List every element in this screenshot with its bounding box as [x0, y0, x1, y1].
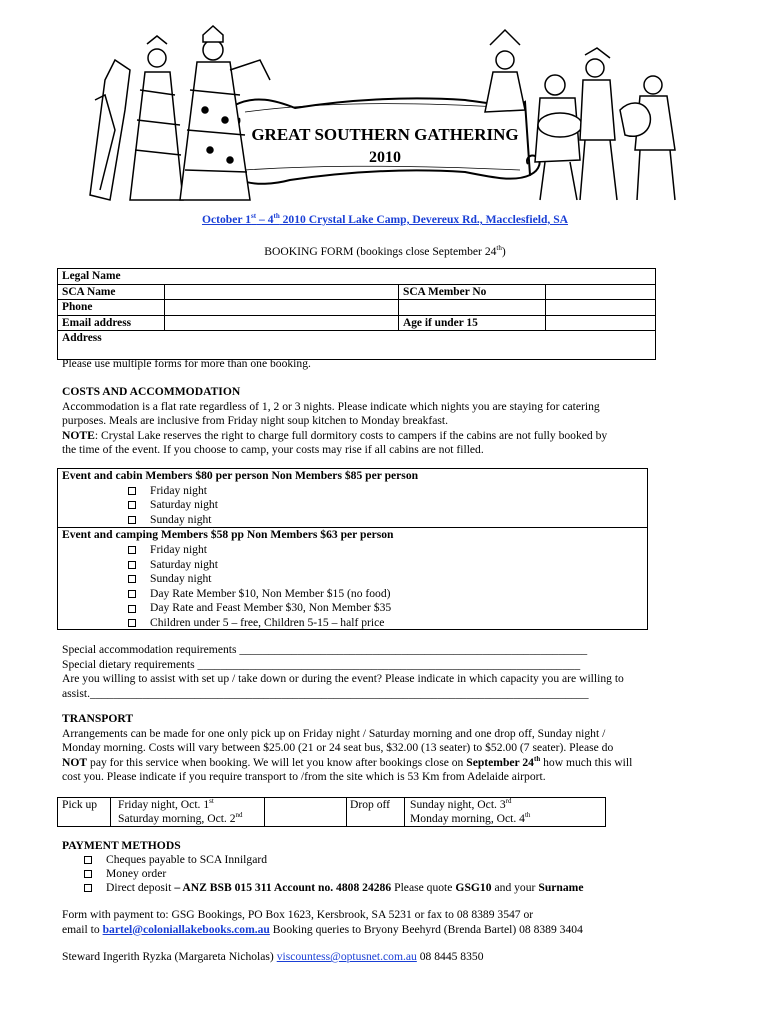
dropoff-monday[interactable]: Monday morning, Oct. 4th [410, 811, 531, 825]
steward-email-link[interactable]: viscountess@optusnet.com.au [276, 950, 417, 963]
sca-name-field[interactable] [165, 284, 399, 300]
checkbox-icon[interactable] [128, 516, 136, 524]
cabin-options-header: Event and cabin Members $80 per person Non Members $85 per person [62, 469, 419, 482]
checkbox-icon[interactable] [128, 501, 136, 509]
event-dates-location[interactable]: October 1st – 4th 2010 Crystal Lake Camp, Devereux Rd., Macclesfield, SA [201, 212, 569, 226]
payment-option-direct-deposit[interactable]: Direct deposit – ANZ BSB 015 311 Account no. 4808 24286 Please quote GSG10 and your Surname [84, 881, 583, 896]
event-banner-illustration [85, 0, 685, 210]
transport-line-4: cost you. Please indicate if you require transport to /from the site which is 53 Km from Adelaide airport. [62, 770, 546, 784]
transport-section [62, 712, 722, 785]
costs-line-2: purposes. Meals are inclusive from Friday night soup kitchen to Monday breakfast. [62, 414, 449, 428]
banner-title: GREAT SOUTHERN GATHERING [251, 125, 519, 144]
email-line: email to bartel@coloniallakebooks.com.au Booking queries to Bryony Beehyrd (Brenda Bartel) 08 8389 3404 [62, 922, 583, 936]
contact-section [62, 908, 752, 937]
email-label: Email address [58, 315, 165, 331]
checkbox-icon[interactable] [84, 884, 92, 892]
age-field[interactable] [546, 315, 656, 331]
dropoff-label: Drop off [350, 798, 391, 811]
payment-option-money-order[interactable]: Money order [84, 867, 166, 882]
costs-line-3: NOTE: Crystal Lake reserves the right to charge full dormitory costs to campers if the cabins are not fully booked by [62, 428, 608, 442]
camping-option-sunday[interactable]: Sunday night [58, 572, 647, 587]
checkbox-icon[interactable] [128, 575, 136, 583]
pickup-label: Pick up [62, 798, 98, 811]
cabin-option-saturday[interactable]: Saturday night [58, 498, 647, 513]
costs-heading: COSTS AND ACCOMMODATION [62, 385, 241, 398]
banner-year: 2010 [369, 149, 401, 166]
transport-heading: TRANSPORT [62, 712, 134, 725]
booking-email-link[interactable]: bartel@coloniallakebooks.com.au [102, 922, 270, 936]
special-accommodation-field[interactable]: Special accommodation requirements ____________________________________________________________ [62, 643, 588, 656]
dropoff-sunday[interactable]: Sunday night, Oct. 3rd [410, 797, 512, 811]
camping-option-friday[interactable]: Friday night [58, 543, 647, 558]
costs-line-1: Accommodation is a flat rate regardless of 1, 2 or 3 nights. Please indicate which nights you are staying for catering [62, 399, 600, 413]
registration-table [57, 268, 656, 360]
steward-line: Steward Ingerith Ryzka (Margareta Nicholas) viscountess@optusnet.com.au 08 8445 8350 [62, 950, 484, 963]
phone-label: Phone [58, 300, 165, 316]
day-rate-option[interactable]: Day Rate Member $10, Non Member $15 (no food) [58, 587, 647, 602]
accommodation-options-box [57, 468, 648, 630]
checkbox-icon[interactable] [128, 605, 136, 613]
assist-field[interactable]: assist.______________________________________________________________________________________ [62, 686, 589, 700]
requirements-section [62, 643, 712, 701]
assist-question: Are you willing to assist with set up / take down or during the event? Please indicate in which capacity you are willing to [62, 672, 624, 686]
cabin-option-friday[interactable]: Friday night [58, 484, 647, 499]
multiple-forms-note: Please use multiple forms for more than one booking. [62, 357, 311, 370]
address-field[interactable] [58, 331, 656, 360]
payment-heading-bold: PAYMENT METHODS [62, 839, 181, 852]
checkbox-icon[interactable] [128, 619, 136, 627]
special-dietary-field[interactable]: Special dietary requirements __________________________________________________________________ [62, 657, 581, 671]
sca-member-no-field[interactable] [546, 284, 656, 300]
day-rate-feast-option[interactable]: Day Rate and Feast Member $30, Non Member $35 [58, 601, 647, 616]
cabin-option-sunday[interactable]: Sunday night [58, 513, 647, 528]
costs-line-4: the time of the event. If you choose to camp, your costs may rise if all cabins are not filled. [62, 443, 484, 457]
camping-options-header: Event and camping Members $58 pp Non Members $63 per person [62, 528, 394, 542]
transport-line-2: Monday morning. Costs will vary between $25.00 (21 or 24 seat bus, $32.00 (13 seater) to $52.00 (7 seater). Please do [62, 741, 614, 755]
transport-line-3: NOT pay for this service when booking. We will let you know after bookings close on September 24th how much this will [62, 754, 633, 769]
pickup-friday[interactable]: Friday night, Oct. 1st [118, 797, 214, 811]
costs-section [62, 385, 712, 458]
transport-line-1: Arrangements can be made for one only pick up on Friday night / Saturday morning and one drop off, Sunday night / [62, 726, 606, 740]
camping-option-saturday[interactable]: Saturday night [58, 558, 647, 573]
pickup-dropoff-table [57, 797, 606, 827]
address-label: Address [62, 332, 102, 345]
payment-option-cheque[interactable]: Cheques payable to SCA Innilgard [84, 853, 267, 868]
sca-member-no-label: SCA Member No [399, 284, 546, 300]
legal-name-label: Legal Name [58, 269, 656, 285]
checkbox-icon[interactable] [84, 856, 92, 864]
phone-extra-field-2[interactable] [546, 300, 656, 316]
pickup-saturday[interactable]: Saturday morning, Oct. 2nd [118, 811, 243, 825]
checkbox-icon[interactable] [128, 546, 136, 554]
form-title: BOOKING FORM (bookings close September 24th) [264, 244, 506, 258]
children-option[interactable]: Children under 5 – free, Children 5-15 – half price [58, 616, 647, 631]
checkbox-icon[interactable] [84, 870, 92, 878]
postal-address: Form with payment to: GSG Bookings, PO Box 1623, Kersbrook, SA 5231 or fax to 08 8389 3547 or [62, 908, 534, 921]
checkbox-icon[interactable] [128, 561, 136, 569]
email-field[interactable] [165, 315, 399, 331]
checkbox-icon[interactable] [128, 487, 136, 495]
sca-name-label: SCA Name [58, 284, 165, 300]
phone-extra-field[interactable] [399, 300, 546, 316]
age-label: Age if under 15 [399, 315, 546, 331]
checkbox-icon[interactable] [128, 590, 136, 598]
phone-field[interactable] [165, 300, 399, 316]
